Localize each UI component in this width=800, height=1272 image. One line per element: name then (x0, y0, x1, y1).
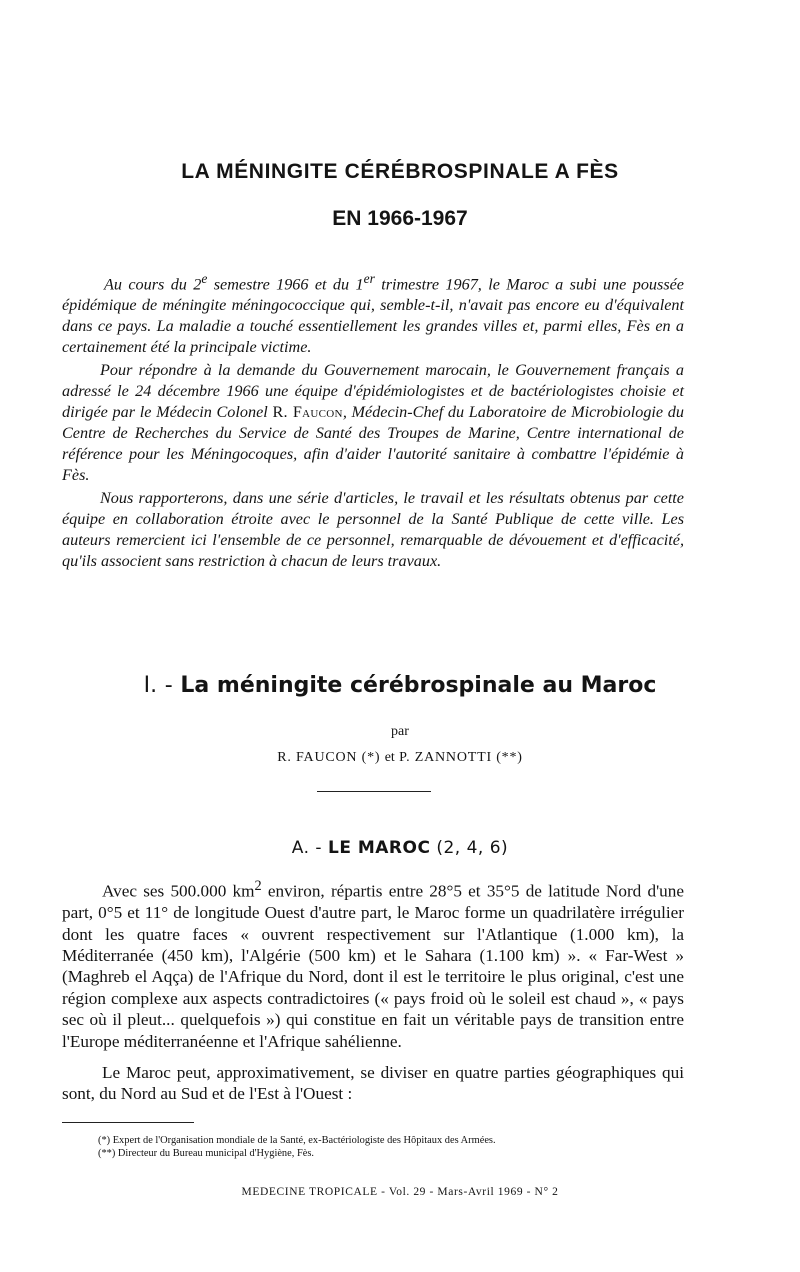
subsection-title: LE MAROC (327, 838, 431, 858)
author-name: R. Faucon (272, 403, 343, 422)
body-text (62, 876, 684, 1115)
introduction (62, 268, 684, 574)
footnote-1: (*) Expert de l'Organisation mondiale de la Santé, ex-Bactériologiste des Hôpitaux des Armées. (98, 1135, 496, 1146)
divider-rule (317, 791, 431, 792)
page-footer: MEDECINE TROPICALE - Vol. 29 - Mars-Avril 1969 - N° 2 (241, 1186, 559, 1198)
intro-paragraph-2: Pour répondre à la demande du Gouvernement marocain, le Gouvernement français a adressé le 24 décembre 1966 une équipe d'épidémiologistes et de bactériologistes choisie et dirigée par le Médecin Colonel R. Faucon, Médecin-Chef du Laboratoire de Microbiologie du Centre de Recherches du Service de Santé des Troupes de Marine, Centre international de référence pour les Méningocoques, afin d'aider l'autorité sanitaire à combattre l'épidémie à Fès. (62, 361, 684, 485)
body-paragraph-1: Avec ses 500.000 $km^2$ environ, répartis entre 28°5 et 35°5 de latitude Nord d'une part, 0°5 et 11° de longitude Ouest d'autre part, le Maroc forme un quadrilatère irrégulier dont les quatre faces « ouvrent respectivement sur l'Atlantique (1.000 km), la Méditerranée (450 km), l'Algérie (500 km) et le Sahara (1.100 km) ». « Far-West » (Maghreb el Aqça) de l'Afrique du Nord, dont il est le territoire le plus original, c'est une région complexe aux aspects contradictoires (« pays froid où le soleil est chaud », « pays sec où il pleut... quelquefois ») qui constitue en fait un véritable pays de transition entre l'Europe méditerranéenne et l'Afrique sahélienne. (62, 878, 684, 1051)
author-2: P. ZANNOTTI (399, 750, 492, 765)
byline-authors (0, 750, 800, 766)
intro-paragraph-1: Au cours du 2e semestre 1966 et du 1er trimestre 1967, le Maroc a subi une poussée épidémique de méningite méningococcique qui, semble-t-il, n'avait pas encore eu d'équivalent dans ce pays. La maladie a touché essentiellement les grandes villes et, parmi elles, Fès en a certainement été la principale victime. (62, 271, 684, 357)
author-2-note: (**) (496, 750, 523, 765)
section-title: La méningite cérébrospinale au Maroc (180, 673, 657, 698)
subsection-label: A. - (291, 838, 323, 858)
section-number: I. (143, 673, 158, 698)
author-1: R. FAUCON (277, 750, 358, 765)
author-1-note: (*) (361, 750, 381, 765)
section-dash: - (164, 673, 173, 698)
footnotes (62, 1135, 702, 1160)
article-title-line2: EN 1966-1967 (332, 207, 468, 230)
byline-par: par (391, 724, 409, 739)
body-paragraph-2: Le Maroc peut, approximativement, se diviser en quatre parties géographiques qui sont, du Nord au Sud et de l'Est à l'Ouest : (62, 1062, 684, 1104)
footnote-2: (**) Directeur du Bureau municipal d'Hygiène, Fès. (98, 1147, 314, 1159)
subsection-heading (0, 838, 800, 858)
article-title-line1: LA MÉNINGITE CÉRÉBROSPINALE A FÈS (181, 160, 619, 183)
footnote-rule (62, 1122, 194, 1123)
subsection-refs: (2, 4, 6) (436, 838, 509, 858)
section-heading (0, 673, 800, 698)
byline-et: et (384, 750, 395, 765)
intro-paragraph-3: Nous rapporterons, dans une série d'articles, le travail et les résultats obtenus par cette équipe en collaboration étroite avec le personnel de la Santé Publique de cette ville. Les auteurs remercient ici l'ensemble de ce personnel, remarquable de dévouement et d'efficacité, qu'ils associent sans restriction à chacun de leurs travaux. (62, 489, 684, 571)
